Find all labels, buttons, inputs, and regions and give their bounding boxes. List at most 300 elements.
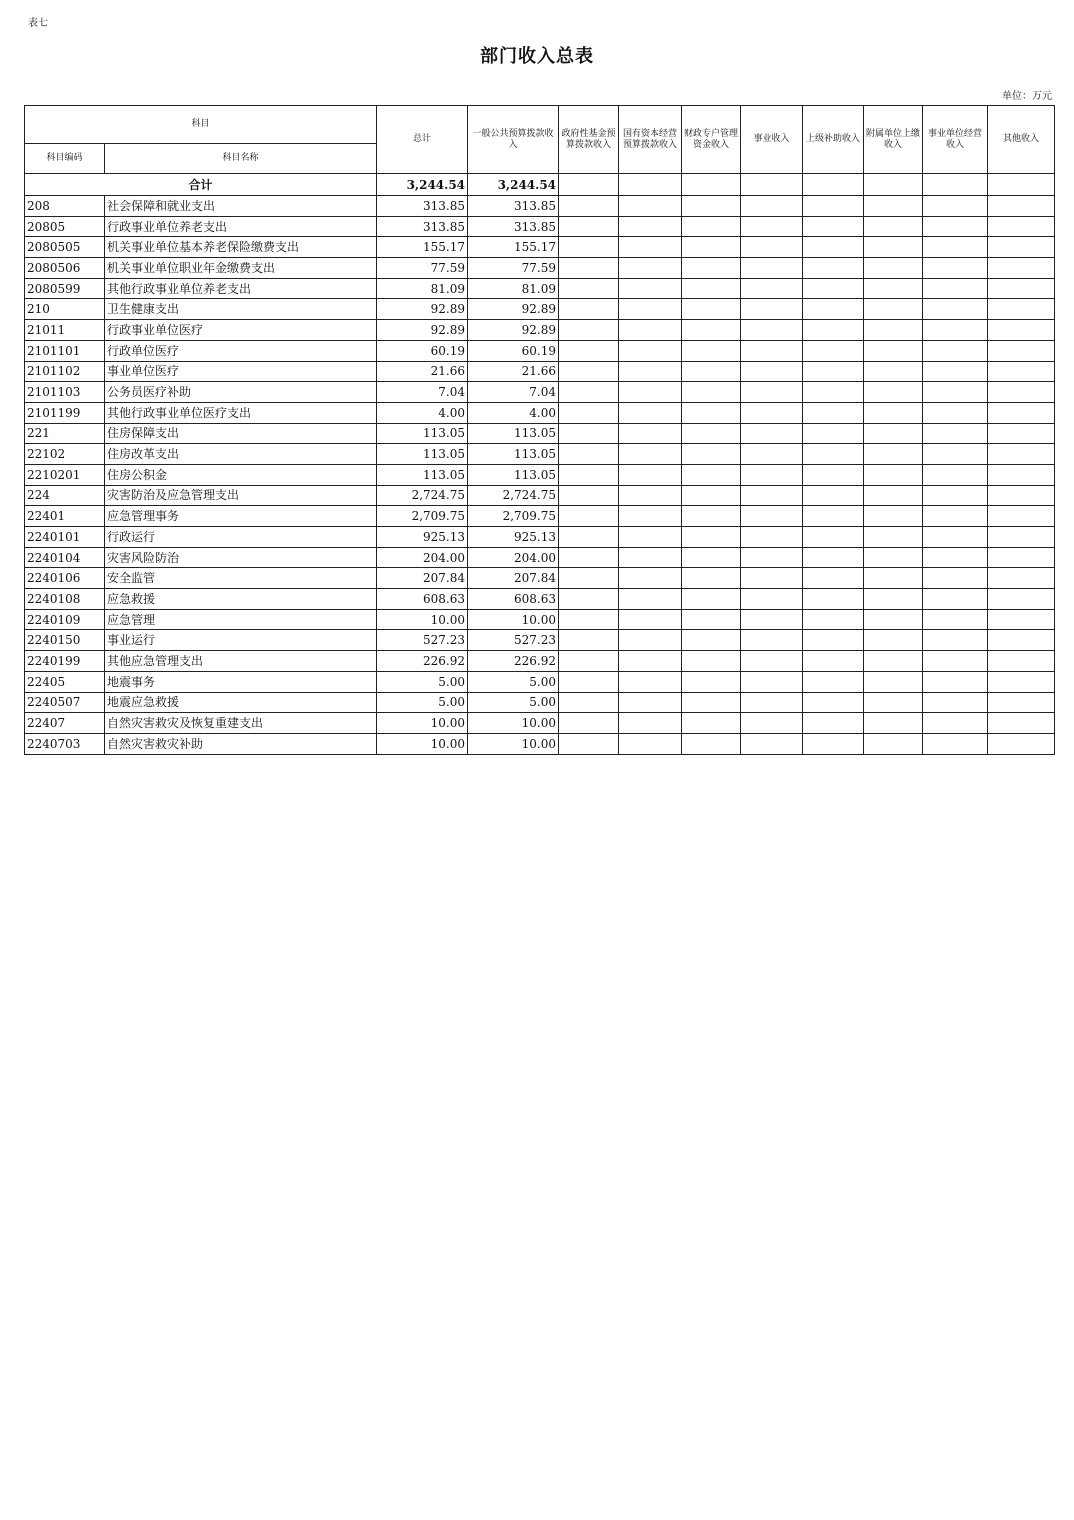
row-empty-cell [682, 589, 741, 610]
row-empty-cell [923, 237, 988, 258]
row-empty-cell [864, 547, 923, 568]
table-row [25, 485, 1055, 506]
row-empty-cell [923, 278, 988, 299]
row-empty-cell [682, 382, 741, 403]
row-empty-cell [619, 258, 682, 279]
row-code: 2240199 [25, 651, 105, 672]
row-empty-cell [864, 216, 923, 237]
row-empty-cell [682, 651, 741, 672]
row-name: 其他行政事业单位医疗支出 [105, 402, 377, 423]
row-empty-cell [619, 671, 682, 692]
row-name: 灾害风险防治 [105, 547, 377, 568]
row-name: 行政事业单位养老支出 [105, 216, 377, 237]
row-empty-cell [988, 589, 1055, 610]
row-empty-cell [682, 692, 741, 713]
row-code: 2240109 [25, 609, 105, 630]
row-empty-cell [988, 485, 1055, 506]
row-empty-cell [741, 423, 803, 444]
row-empty-cell [682, 671, 741, 692]
row-empty-cell [803, 713, 864, 734]
row-name: 应急救援 [105, 589, 377, 610]
row-empty-cell [682, 733, 741, 754]
row-empty-cell [923, 382, 988, 403]
header-gov-fund: 政府性基金预算拨款收入 [559, 106, 619, 174]
row-empty-cell [619, 630, 682, 651]
row-total: 113.05 [377, 464, 468, 485]
row-name: 应急管理 [105, 609, 377, 630]
unit-label: 单位：万元 [1002, 91, 1052, 102]
row-name: 行政单位医疗 [105, 340, 377, 361]
row-empty-cell [803, 671, 864, 692]
income-summary-table [24, 105, 1055, 755]
row-empty-cell [923, 692, 988, 713]
row-empty-cell [923, 651, 988, 672]
row-empty-cell [741, 464, 803, 485]
row-code: 2210201 [25, 464, 105, 485]
row-empty-cell [803, 506, 864, 527]
row-empty-cell [619, 506, 682, 527]
row-empty-cell [923, 258, 988, 279]
row-empty-cell [741, 299, 803, 320]
row-general-budget: 155.17 [468, 237, 559, 258]
row-empty-cell [803, 382, 864, 403]
row-empty-cell [923, 485, 988, 506]
row-empty-cell [559, 609, 619, 630]
row-empty-cell [923, 361, 988, 382]
row-empty-cell [682, 423, 741, 444]
table-row [25, 423, 1055, 444]
row-empty-cell [923, 527, 988, 548]
row-general-budget: 5.00 [468, 692, 559, 713]
row-empty-cell [803, 464, 864, 485]
row-empty-cell [682, 630, 741, 651]
row-empty-cell [559, 320, 619, 341]
row-empty-cell [619, 237, 682, 258]
row-empty-cell [923, 464, 988, 485]
row-empty-cell [988, 651, 1055, 672]
row-general-budget: 313.85 [468, 216, 559, 237]
row-empty-cell [741, 278, 803, 299]
row-empty-cell [741, 733, 803, 754]
row-name: 其他应急管理支出 [105, 651, 377, 672]
table-row [25, 340, 1055, 361]
row-empty-cell [988, 630, 1055, 651]
row-empty-cell [682, 361, 741, 382]
row-empty-cell [864, 692, 923, 713]
table-row [25, 382, 1055, 403]
row-empty-cell [923, 733, 988, 754]
row-code: 22401 [25, 506, 105, 527]
table-row [25, 196, 1055, 217]
row-empty-cell [988, 382, 1055, 403]
row-empty-cell [619, 547, 682, 568]
row-empty-cell [682, 278, 741, 299]
row-general-budget: 60.19 [468, 340, 559, 361]
row-empty-cell [864, 361, 923, 382]
row-code: 2101199 [25, 402, 105, 423]
row-empty-cell [559, 589, 619, 610]
row-empty-cell [559, 464, 619, 485]
row-empty-cell [559, 237, 619, 258]
row-empty-cell [741, 671, 803, 692]
row-name: 地震应急救援 [105, 692, 377, 713]
row-empty-cell [864, 527, 923, 548]
row-empty-cell [559, 630, 619, 651]
total-label: 合计 [25, 174, 377, 196]
row-empty-cell [741, 713, 803, 734]
row-empty-cell [619, 402, 682, 423]
row-empty-cell [864, 589, 923, 610]
row-total: 313.85 [377, 196, 468, 217]
row-empty-cell [988, 402, 1055, 423]
row-empty-cell [803, 361, 864, 382]
row-total: 113.05 [377, 423, 468, 444]
row-general-budget: 925.13 [468, 527, 559, 548]
row-empty-cell [741, 630, 803, 651]
row-total: 7.04 [377, 382, 468, 403]
table-row [25, 320, 1055, 341]
row-empty-cell [923, 713, 988, 734]
row-empty-cell [803, 609, 864, 630]
row-empty-cell [559, 671, 619, 692]
row-total: 21.66 [377, 361, 468, 382]
row-empty-cell [741, 547, 803, 568]
row-empty-cell [923, 609, 988, 630]
row-empty-cell [682, 320, 741, 341]
row-empty-cell [559, 568, 619, 589]
row-name: 社会保障和就业支出 [105, 196, 377, 217]
row-empty-cell [864, 340, 923, 361]
row-total: 81.09 [377, 278, 468, 299]
row-empty-cell [988, 609, 1055, 630]
row-empty-cell [741, 258, 803, 279]
row-general-budget: 5.00 [468, 671, 559, 692]
row-empty-cell [988, 196, 1055, 217]
row-name: 行政事业单位医疗 [105, 320, 377, 341]
header-state-capital: 国有资本经营预算拨款收入 [619, 106, 682, 174]
row-empty-cell [864, 651, 923, 672]
row-empty-cell [923, 630, 988, 651]
row-empty-cell [559, 651, 619, 672]
row-empty-cell [619, 527, 682, 548]
total-row [25, 174, 1055, 196]
row-empty-cell [864, 568, 923, 589]
row-code: 2240703 [25, 733, 105, 754]
row-empty-cell [741, 402, 803, 423]
row-empty-cell [619, 609, 682, 630]
row-general-budget: 608.63 [468, 589, 559, 610]
row-empty-cell [864, 485, 923, 506]
row-code: 2240101 [25, 527, 105, 548]
table-row [25, 589, 1055, 610]
row-total: 207.84 [377, 568, 468, 589]
row-empty-cell [619, 196, 682, 217]
row-empty-cell [682, 196, 741, 217]
row-general-budget: 527.23 [468, 630, 559, 651]
table-row [25, 527, 1055, 548]
row-total: 77.59 [377, 258, 468, 279]
row-general-budget: 113.05 [468, 464, 559, 485]
row-empty-cell [559, 278, 619, 299]
row-empty-cell [988, 423, 1055, 444]
row-total: 4.00 [377, 402, 468, 423]
row-empty-cell [803, 196, 864, 217]
row-empty-cell [741, 444, 803, 465]
header-code: 科目编码 [25, 144, 105, 174]
row-name: 自然灾害救灾及恢复重建支出 [105, 713, 377, 734]
row-total: 10.00 [377, 733, 468, 754]
row-general-budget: 113.05 [468, 423, 559, 444]
table-number: 表七 [28, 18, 48, 29]
table-row [25, 692, 1055, 713]
header-total: 总计 [377, 106, 468, 174]
row-empty-cell [803, 320, 864, 341]
row-empty-cell [619, 444, 682, 465]
row-empty-cell [988, 713, 1055, 734]
row-empty-cell [864, 299, 923, 320]
row-empty-cell [619, 299, 682, 320]
page-title: 部门收入总表 [480, 46, 594, 67]
row-total: 155.17 [377, 237, 468, 258]
row-empty-cell [619, 733, 682, 754]
header-general-budget: 一般公共预算拨款收入 [468, 106, 559, 174]
row-empty-cell [619, 692, 682, 713]
row-empty-cell [864, 258, 923, 279]
table-row [25, 444, 1055, 465]
table-row [25, 651, 1055, 672]
row-empty-cell [864, 630, 923, 651]
row-empty-cell [682, 340, 741, 361]
row-code: 221 [25, 423, 105, 444]
table-row [25, 464, 1055, 485]
row-code: 2101102 [25, 361, 105, 382]
row-empty-cell [682, 258, 741, 279]
table-row [25, 547, 1055, 568]
row-empty-cell [864, 278, 923, 299]
row-empty-cell [864, 733, 923, 754]
row-name: 机关事业单位基本养老保险缴费支出 [105, 237, 377, 258]
row-empty-cell [923, 299, 988, 320]
row-total: 608.63 [377, 589, 468, 610]
row-name: 事业单位医疗 [105, 361, 377, 382]
row-code: 21011 [25, 320, 105, 341]
row-general-budget: 92.89 [468, 299, 559, 320]
row-empty-cell [741, 692, 803, 713]
header-operating: 事业单位经营收入 [923, 106, 988, 174]
row-empty-cell [923, 589, 988, 610]
table-row [25, 278, 1055, 299]
row-empty-cell [864, 196, 923, 217]
row-total: 527.23 [377, 630, 468, 651]
row-general-budget: 4.00 [468, 402, 559, 423]
row-empty-cell [619, 589, 682, 610]
row-empty-cell [803, 237, 864, 258]
row-empty-cell [741, 216, 803, 237]
row-empty-cell [864, 382, 923, 403]
row-code: 224 [25, 485, 105, 506]
row-empty-cell [559, 423, 619, 444]
row-code: 2240150 [25, 630, 105, 651]
row-code: 210 [25, 299, 105, 320]
row-empty-cell [619, 361, 682, 382]
row-code: 2080505 [25, 237, 105, 258]
table-row [25, 609, 1055, 630]
row-empty-cell [988, 547, 1055, 568]
row-empty-cell [864, 506, 923, 527]
row-code: 20805 [25, 216, 105, 237]
row-empty-cell [864, 320, 923, 341]
row-empty-cell [803, 630, 864, 651]
row-code: 2080599 [25, 278, 105, 299]
row-empty-cell [682, 485, 741, 506]
row-empty-cell [619, 423, 682, 444]
row-empty-cell [682, 609, 741, 630]
row-empty-cell [988, 299, 1055, 320]
row-empty-cell [988, 506, 1055, 527]
row-empty-cell [988, 527, 1055, 548]
row-empty-cell [988, 361, 1055, 382]
row-general-budget: 7.04 [468, 382, 559, 403]
table-row [25, 258, 1055, 279]
row-empty-cell [619, 713, 682, 734]
row-empty-cell [988, 733, 1055, 754]
row-total: 92.89 [377, 299, 468, 320]
row-name: 卫生健康支出 [105, 299, 377, 320]
row-empty-cell [741, 506, 803, 527]
row-name: 应急管理事务 [105, 506, 377, 527]
row-empty-cell [803, 485, 864, 506]
row-empty-cell [923, 444, 988, 465]
row-code: 22405 [25, 671, 105, 692]
row-empty-cell [803, 216, 864, 237]
row-empty-cell [988, 320, 1055, 341]
row-empty-cell [559, 527, 619, 548]
row-general-budget: 313.85 [468, 196, 559, 217]
row-empty-cell [682, 547, 741, 568]
row-empty-cell [682, 713, 741, 734]
row-empty-cell [619, 320, 682, 341]
row-empty-cell [741, 361, 803, 382]
row-empty-cell [923, 671, 988, 692]
row-empty-cell [803, 733, 864, 754]
row-empty-cell [864, 464, 923, 485]
header-fiscal-special: 财政专户管理资金收入 [682, 106, 741, 174]
table-row [25, 568, 1055, 589]
row-empty-cell [803, 692, 864, 713]
row-empty-cell [741, 196, 803, 217]
row-total: 92.89 [377, 320, 468, 341]
row-empty-cell [864, 402, 923, 423]
row-name: 其他行政事业单位养老支出 [105, 278, 377, 299]
row-name: 事业运行 [105, 630, 377, 651]
row-empty-cell [682, 216, 741, 237]
row-name: 地震事务 [105, 671, 377, 692]
row-empty-cell [741, 340, 803, 361]
row-empty-cell [923, 196, 988, 217]
table-body [25, 196, 1055, 755]
row-name: 灾害防治及应急管理支出 [105, 485, 377, 506]
row-total: 2,709.75 [377, 506, 468, 527]
row-empty-cell [988, 340, 1055, 361]
row-empty-cell [923, 340, 988, 361]
row-empty-cell [741, 527, 803, 548]
row-empty-cell [864, 237, 923, 258]
row-empty-cell [864, 444, 923, 465]
row-empty-cell [741, 382, 803, 403]
row-general-budget: 113.05 [468, 444, 559, 465]
row-general-budget: 2,709.75 [468, 506, 559, 527]
row-empty-cell [988, 444, 1055, 465]
row-empty-cell [619, 216, 682, 237]
row-empty-cell [803, 589, 864, 610]
table-row [25, 671, 1055, 692]
row-empty-cell [803, 651, 864, 672]
row-general-budget: 21.66 [468, 361, 559, 382]
row-code: 2080506 [25, 258, 105, 279]
row-empty-cell [559, 258, 619, 279]
row-total: 5.00 [377, 692, 468, 713]
header-business-income: 事业收入 [741, 106, 803, 174]
row-empty-cell [741, 609, 803, 630]
row-empty-cell [864, 671, 923, 692]
row-empty-cell [988, 258, 1055, 279]
header-name: 科目名称 [105, 144, 377, 174]
header-other: 其他收入 [988, 106, 1055, 174]
row-total: 10.00 [377, 609, 468, 630]
row-empty-cell [559, 506, 619, 527]
table-row [25, 713, 1055, 734]
row-empty-cell [803, 340, 864, 361]
row-empty-cell [682, 527, 741, 548]
row-empty-cell [559, 382, 619, 403]
row-empty-cell [803, 278, 864, 299]
row-empty-cell [559, 485, 619, 506]
row-empty-cell [559, 402, 619, 423]
row-empty-cell [559, 692, 619, 713]
row-code: 2101103 [25, 382, 105, 403]
table-row [25, 361, 1055, 382]
table-row [25, 237, 1055, 258]
row-empty-cell [559, 547, 619, 568]
header-superior-subsidy: 上级补助收入 [803, 106, 864, 174]
total-general-budget: 3,244.54 [468, 174, 559, 196]
row-empty-cell [741, 485, 803, 506]
row-code: 22407 [25, 713, 105, 734]
row-empty-cell [803, 423, 864, 444]
row-empty-cell [923, 568, 988, 589]
row-empty-cell [864, 423, 923, 444]
row-empty-cell [923, 506, 988, 527]
row-empty-cell [682, 237, 741, 258]
row-empty-cell [619, 485, 682, 506]
row-empty-cell [803, 547, 864, 568]
row-empty-cell [864, 609, 923, 630]
header-affiliated: 附属单位上缴收入 [864, 106, 923, 174]
row-empty-cell [682, 568, 741, 589]
row-empty-cell [741, 237, 803, 258]
row-name: 住房公积金 [105, 464, 377, 485]
row-empty-cell [559, 299, 619, 320]
row-total: 204.00 [377, 547, 468, 568]
row-code: 2240108 [25, 589, 105, 610]
row-total: 925.13 [377, 527, 468, 548]
row-empty-cell [988, 464, 1055, 485]
table-row [25, 506, 1055, 527]
row-empty-cell [923, 547, 988, 568]
row-empty-cell [619, 340, 682, 361]
total-amount: 3,244.54 [377, 174, 468, 196]
row-name: 安全监管 [105, 568, 377, 589]
